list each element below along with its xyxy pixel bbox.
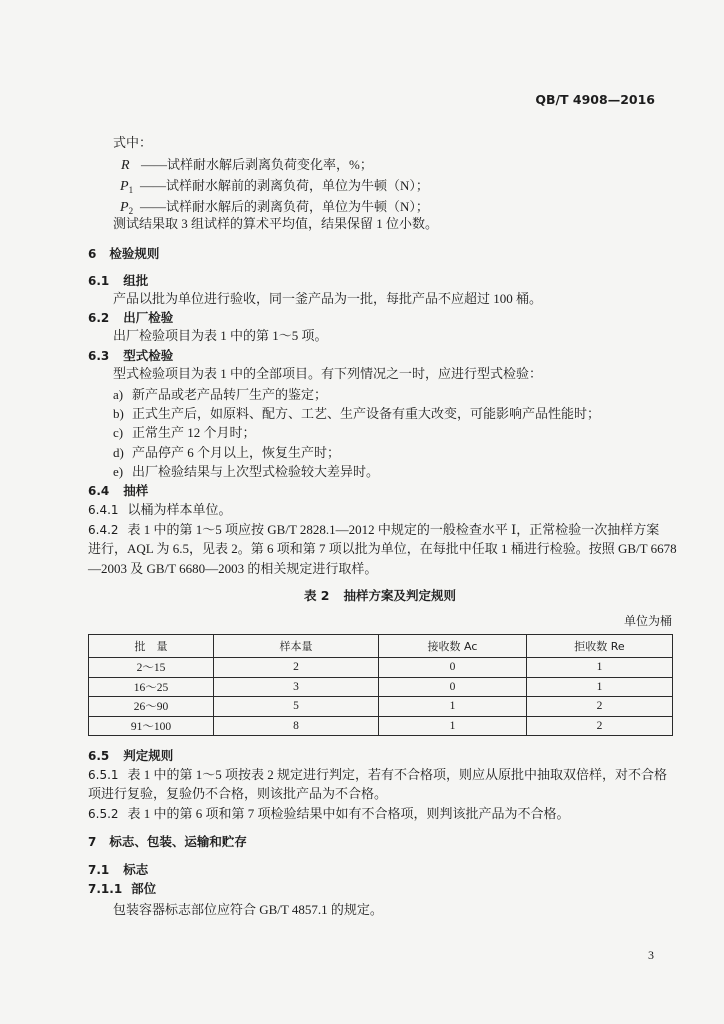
- section-6-2-heading: [88, 310, 173, 326]
- table-row: [89, 697, 673, 717]
- column-header-acceptance-number: 接收数 Ac: [379, 635, 527, 658]
- list-item-label: b): [113, 406, 124, 421]
- clause-text: 表 1 中的第 1～5 项按表 2 规定进行判定，若有不合格项，则应从原批中抽取双倍样，对不合格: [127, 767, 668, 782]
- section-7-1-1-heading: [88, 881, 156, 897]
- section-6-5-heading: [88, 748, 173, 764]
- section-title: 部位: [131, 881, 157, 896]
- clause-number: 6.5.1: [88, 768, 119, 782]
- section-number: 6.4: [88, 484, 110, 498]
- table-cell: 1: [527, 677, 673, 697]
- section-title: 标志、包装、运输和贮存: [109, 834, 247, 849]
- variable-subscript: 1: [128, 185, 134, 195]
- section-title: 判定规则: [123, 748, 174, 763]
- list-item-label: c): [113, 425, 124, 440]
- table-header-row: [89, 635, 673, 658]
- section-title: 组批: [123, 273, 149, 288]
- section-7-heading: [88, 834, 247, 850]
- section-6-heading: [88, 246, 159, 262]
- table-caption-number: 表 2: [303, 588, 330, 603]
- section-6-3-text: 型式检验项目为表 1 中的全部项目。有下列情况之一时，应进行型式检验：: [113, 366, 543, 381]
- section-number: 7.1.1: [88, 882, 123, 896]
- section-title: 抽样: [123, 483, 149, 498]
- list-item-text: 产品停产 6 个月以上，恢复生产时；: [132, 445, 341, 460]
- list-item: [113, 425, 256, 441]
- section-6-4-1: [88, 502, 232, 518]
- section-6-3-heading: [88, 348, 173, 364]
- section-6-4-2-line-1: [88, 522, 659, 538]
- formula-variable-p1: [120, 178, 429, 194]
- table-cell: 91～100: [89, 716, 214, 736]
- table-cell: 3: [214, 677, 379, 697]
- table-cell: 2～15: [89, 658, 214, 678]
- formula-variable-p2: [120, 199, 429, 215]
- table-caption-title: 抽样方案及判定规则: [343, 588, 457, 603]
- section-6-4-2-line-2: 进行，AQL 为 6.5，见表 2。第 6 项和第 7 项以批为单位，在每批中任取 1 桶进行检验。按照 GB/T 6678: [88, 541, 677, 556]
- table-row: [89, 658, 673, 678]
- section-number: 6: [88, 247, 97, 261]
- variable-description: ——试样耐水解前的剥离负荷，单位为牛顿（N）；: [140, 178, 429, 193]
- section-6-5-1-line-2: 项进行复验，复验仍不合格，则该批产品为不合格。: [88, 786, 388, 801]
- section-number: 7.1: [88, 863, 110, 877]
- variable-symbol: R: [121, 158, 130, 173]
- variable-symbol: P: [120, 179, 129, 194]
- section-title: 出厂检验: [123, 310, 174, 325]
- variable-description: ——试样耐水解后的剥离负荷，单位为牛顿（N）；: [140, 199, 429, 214]
- clause-number: 6.5.2: [88, 807, 119, 821]
- list-item-label: e): [113, 464, 124, 479]
- page-number: 3: [648, 948, 654, 962]
- list-item-text: 新产品或老产品转厂生产的鉴定；: [132, 387, 328, 402]
- section-6-5-2: [88, 806, 570, 822]
- clause-number: 6.4.1: [88, 503, 119, 517]
- table-cell: 2: [527, 697, 673, 717]
- section-number: 6.1: [88, 274, 110, 288]
- table-cell: 2: [527, 716, 673, 736]
- variable-symbol-wrap: [120, 199, 140, 216]
- section-6-1-heading: [88, 273, 148, 289]
- column-header-sample-size: 样本量: [214, 635, 379, 658]
- table-unit-note: 单位为桶: [623, 614, 672, 628]
- table-row: [89, 677, 673, 697]
- list-item-text: 正式生产后，如原料、配方、工艺、生产设备有重大改变，可能影响产品性能时；: [132, 406, 601, 421]
- list-item-text: 正常生产 12 个月时；: [132, 425, 256, 440]
- list-item-label: a): [113, 387, 124, 402]
- table-cell: 2: [214, 658, 379, 678]
- table-cell: 0: [379, 658, 527, 678]
- variable-symbol-wrap: [121, 157, 141, 174]
- section-6-4-heading: [88, 483, 148, 499]
- section-title: 标志: [123, 862, 149, 877]
- section-number: 6.5: [88, 749, 110, 763]
- formula-legend-intro: 式中：: [113, 135, 153, 150]
- clause-text: 表 1 中的第 1～5 项应按 GB/T 2828.1—2012 中规定的一般检查水平 Ⅰ，正常检验一次抽样方案: [127, 522, 660, 537]
- sampling-plan-table: [88, 634, 673, 736]
- section-title: 检验规则: [109, 246, 160, 261]
- table-row: [89, 716, 673, 736]
- section-7-1-1-text: 包装容器标志部位应符合 GB/T 4857.1 的规定。: [113, 902, 383, 917]
- variable-subscript: 2: [128, 206, 134, 216]
- table-cell: 1: [379, 697, 527, 717]
- column-header-batch-size: 批 量: [89, 635, 214, 658]
- table-cell: 8: [214, 716, 379, 736]
- section-7-1-heading: [88, 862, 148, 878]
- section-6-4-2-line-3: —2003 及 GB/T 6680—2003 的相关规定进行取样。: [88, 561, 378, 576]
- list-item: [113, 464, 379, 480]
- table-cell: 1: [527, 658, 673, 678]
- table-cell: 5: [214, 697, 379, 717]
- list-item-text: 出厂检验结果与上次型式检验较大差异时。: [132, 464, 380, 479]
- list-item: [113, 387, 327, 403]
- table-caption: [88, 588, 672, 604]
- column-header-rejection-number: 拒收数 Re: [527, 635, 673, 658]
- formula-variable-r: [121, 157, 373, 173]
- section-number: 7: [88, 835, 97, 849]
- table-cell: 1: [379, 716, 527, 736]
- variable-symbol: P: [120, 200, 129, 215]
- variable-description: ——试样耐水解后剥离负荷变化率，%；: [141, 157, 373, 172]
- standard-code-header: QB/T 4908—2016: [535, 92, 655, 107]
- table-cell: 0: [379, 677, 527, 697]
- variable-symbol-wrap: [120, 178, 140, 195]
- clause-number: 6.4.2: [88, 523, 119, 537]
- list-item: [113, 445, 340, 461]
- list-item: [113, 406, 600, 422]
- clause-text: 表 1 中的第 6 项和第 7 项检验结果中如有不合格项，则判该批产品为不合格。: [127, 806, 570, 821]
- section-number: 6.2: [88, 311, 110, 325]
- section-6-5-1-line-1: [88, 767, 667, 783]
- list-item-label: d): [113, 445, 124, 460]
- section-number: 6.3: [88, 349, 110, 363]
- section-6-2-text: 出厂检验项目为表 1 中的第 1～5 项。: [113, 328, 328, 343]
- section-6-1-text: 产品以批为单位进行验收，同一釜产品为一批，每批产品不应超过 100 桶。: [113, 291, 543, 306]
- section-title: 型式检验: [123, 348, 174, 363]
- table-cell: 16～25: [89, 677, 214, 697]
- result-note: 测试结果取 3 组试样的算术平均值，结果保留 1 位小数。: [113, 216, 439, 231]
- clause-text: 以桶为样本单位。: [127, 502, 232, 517]
- table-cell: 26～90: [89, 697, 214, 717]
